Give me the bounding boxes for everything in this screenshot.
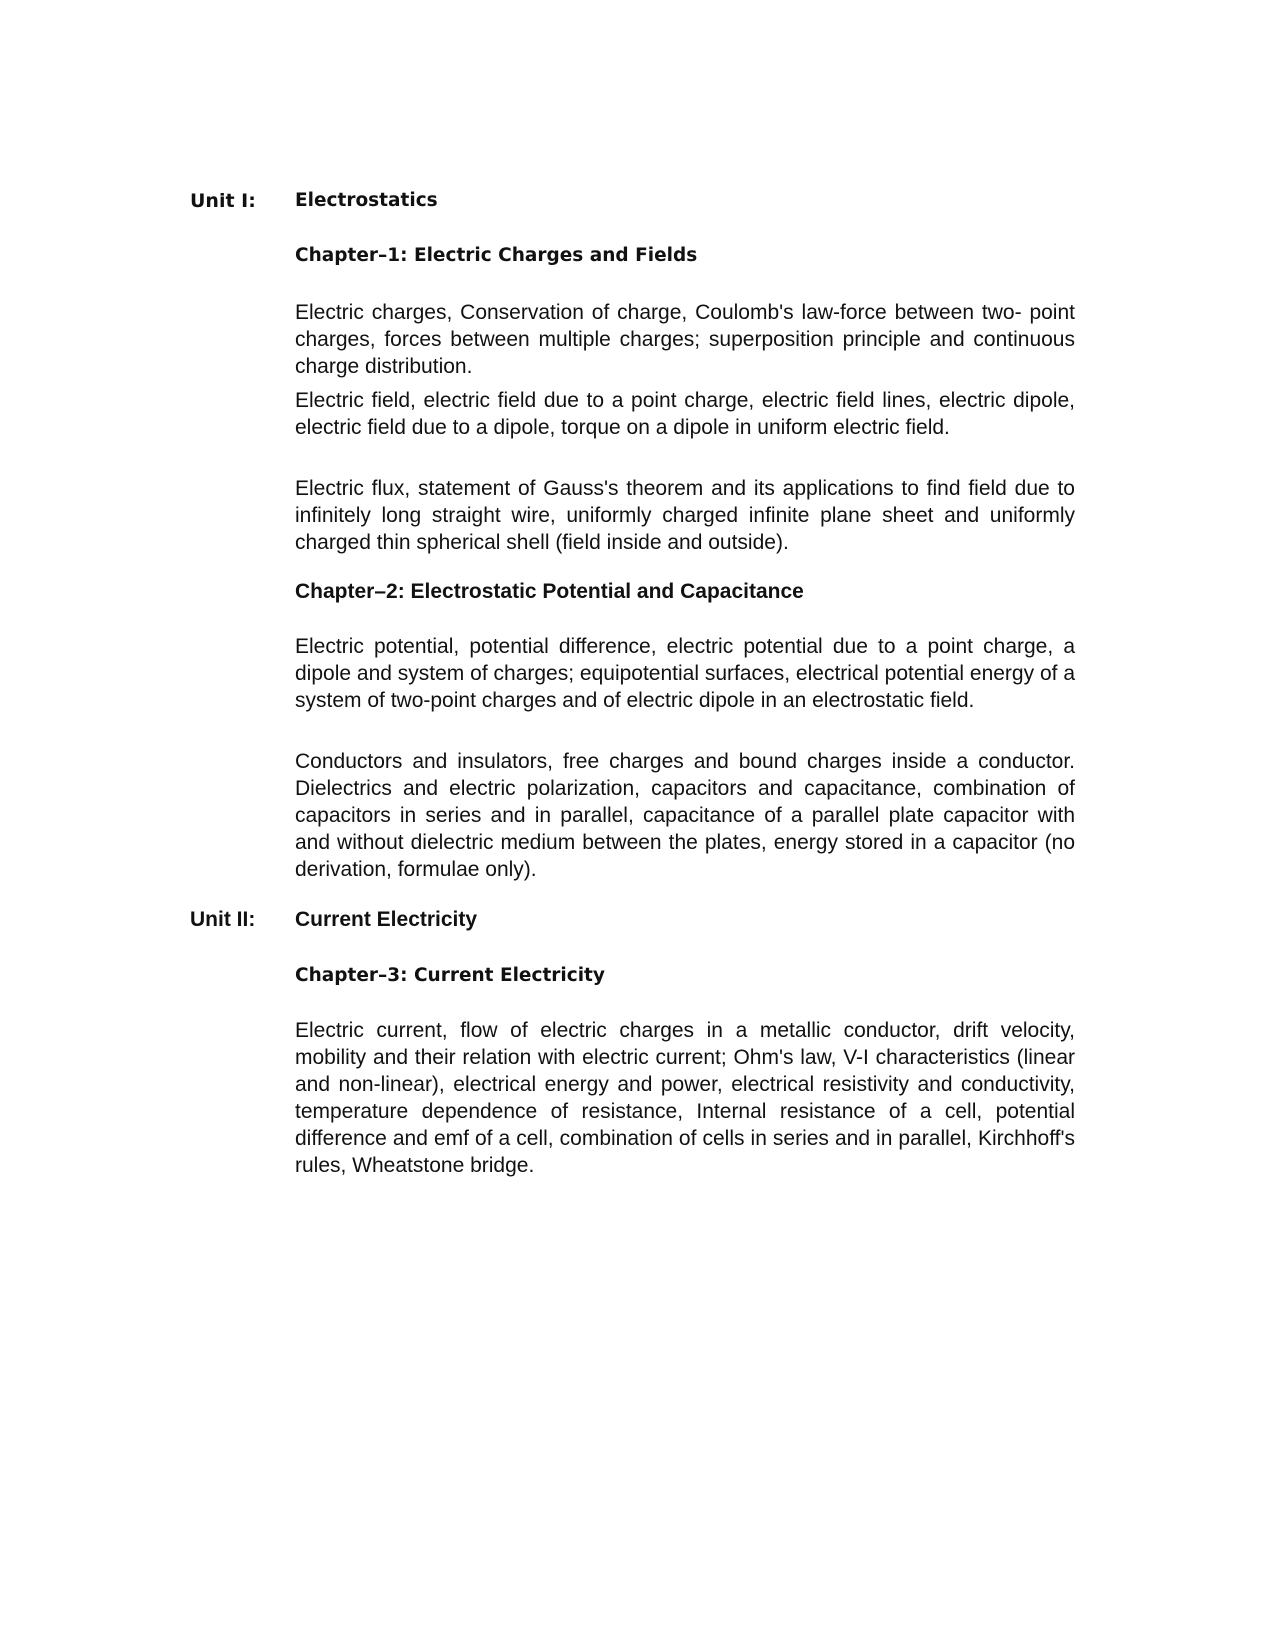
chapter-3-title: Chapter–3: Current Electricity [295,965,605,986]
unit-2-label: Unit II: [190,908,256,931]
chapter-1-paragraph-2: Electric field, electric field due to a point charge, electric field lines, electric dipole, electric field due to a dipole, torque on a dipole in uniform electric field. [295,389,1075,439]
chapter-3-paragraph-1: Electric current, flow of electric charges in a metallic conductor, drift velocity, mobility and their relation with electric current; Ohm's law, V-I characteristics (linear and non-linear), electrical energy and power, electrical resistivity and conductivity, temperature dependence of resistance, Internal resistance of a cell, potential difference and emf of a cell, combination of cells in series and in parallel, Kirchhoff's rules, Wheatstone bridge. [295,1019,1075,1177]
chapter-1-paragraph-1: Electric charges, Conservation of charge, Coulomb's law-force between two- point charges, forces between multiple charges; superposition principle and continuous charge distribution. [295,301,1075,378]
unit-2-title: Current Electricity [295,908,478,931]
chapter-1-paragraph-3: Electric flux, statement of Gauss's theorem and its applications to find field due to infinitely long straight wire, uniformly charged infinite plane sheet and uniformly charged thin spherical shell (field inside and outside). [295,477,1075,554]
chapter-2-paragraph-1: Electric potential, potential difference, electric potential due to a point charge, a dipole and system of charges; equipotential surfaces, electrical potential energy of a system of two-point charges and of electric dipole in an electrostatic field. [295,635,1075,712]
unit-1-title: Electrostatics [295,190,438,211]
chapter-2-title: Chapter–2: Electrostatic Potential and Capacitance [295,580,804,603]
chapter-2-paragraph-2: Conductors and insulators, free charges and bound charges inside a conductor. Dielectrics and electric polarization, capacitors and capacitance, combination of capacitors in series and in parallel, capacitance of a parallel plate capacitor with and without dielectric medium between the plates, energy stored in a capacitor (no derivation, formulae only). [295,750,1075,881]
unit-1-label: Unit I: [190,190,256,212]
chapter-1-title: Chapter–1: Electric Charges and Fields [295,245,698,266]
